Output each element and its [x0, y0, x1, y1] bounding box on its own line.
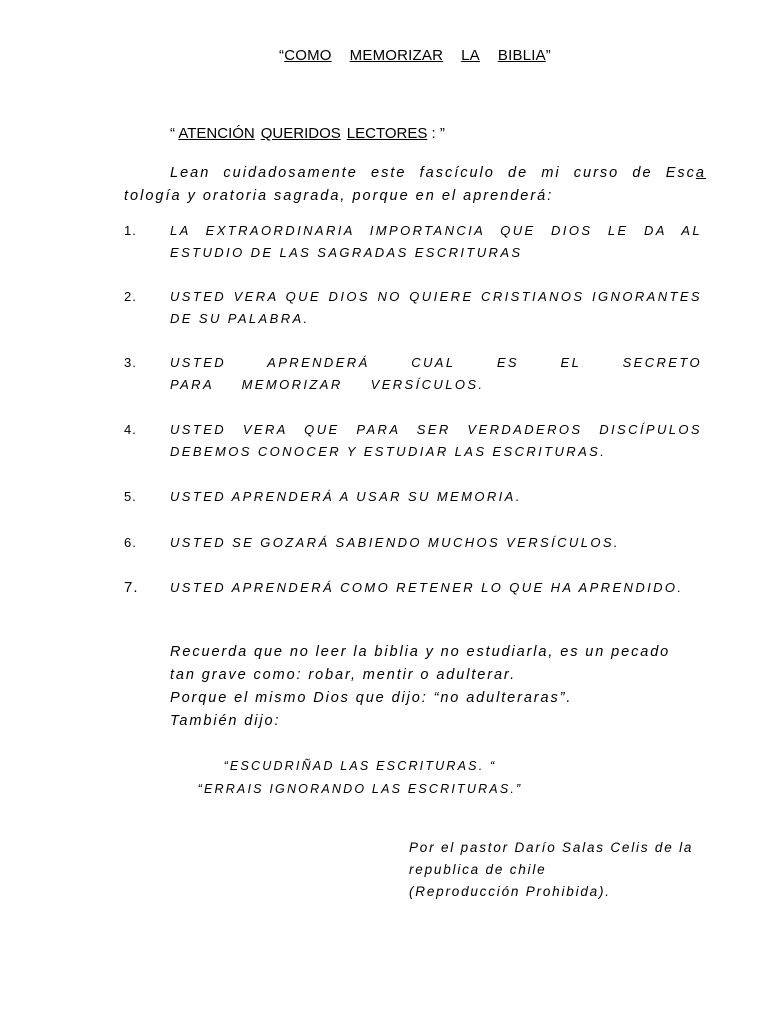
intro-line-1-text: Lean cuidadosamente este fascículo de mi curso de Esc [170, 165, 696, 181]
signature-line-2: republica de chile [409, 862, 547, 877]
title-word-memorizar: MEMORIZAR [349, 47, 444, 64]
list-item [124, 286, 704, 330]
attention-word-atencion: ATENCIÓN [178, 125, 255, 142]
quote-line-2: “ERRAIS IGNORANDO LAS ESCRITURAS.” [197, 782, 523, 796]
list-item-number: 3. [124, 355, 137, 370]
list-item [124, 220, 704, 264]
scripture-quotes [150, 755, 570, 801]
intro-line-2: tología y oratoria sagrada, porque en el aprenderá: [124, 188, 554, 204]
list-item-number: 5. [124, 489, 137, 504]
intro-paragraph [124, 162, 706, 208]
closing-line-4: También dijo: [170, 713, 281, 729]
list-item-text: USTED VERA QUE PARA SER VERDADEROS DISCÍPULOS DEBEMOS CONOCER Y ESTUDIAR LAS ESCRITURAS. [170, 422, 702, 459]
title-close-quote: ” [545, 47, 551, 64]
list-item-text: USTED APRENDERÁ A USAR SU MEMORIA. [170, 489, 522, 504]
attention-word-lectores: LECTORES [346, 125, 428, 142]
list-item [124, 352, 704, 396]
attention-prefix: “ [170, 125, 179, 142]
attention-heading [170, 125, 445, 142]
list-item-text: USTED SE GOZARÁ SABIENDO MUCHOS VERSÍCULOS. [170, 535, 620, 550]
intro-line-1-underlined: a [695, 165, 706, 181]
intro-line-1 [124, 162, 706, 185]
quote-line-1: “ESCUDRIÑAD LAS ESCRITURAS. “ [223, 759, 497, 773]
closing-line-1: Recuerda que no leer la biblia y no estudiarla, es un pecado [170, 644, 671, 660]
list-item-text: USTED VERA QUE DIOS NO QUIERE CRISTIANOS IGNORANTES DE SU PALABRA. [170, 289, 702, 326]
title-word-la: LA [461, 47, 480, 64]
list-item [124, 486, 704, 508]
list-item-number: 4. [124, 422, 137, 437]
attention-word-queridos: QUERIDOS [260, 125, 341, 142]
list-item-text: USTED APRENDERÁ CUAL ES EL SECRETO PARA MEMORIZAR VERSÍCULOS. [170, 355, 702, 392]
signature-line-1: Por el pastor Darío Salas Celis de la [409, 840, 694, 855]
list-item [124, 577, 704, 599]
list-item-number: 2. [124, 289, 137, 304]
title-word-como: COMO [284, 47, 332, 64]
list-item-number: 7. [124, 579, 139, 596]
list-item-number: 6. [124, 535, 137, 550]
closing-paragraph [170, 641, 710, 733]
list-item-text: LA EXTRAORDINARIA IMPORTANCIA QUE DIOS LE DA AL ESTUDIO DE LAS SAGRADAS ESCRITURAS [170, 223, 702, 260]
author-signature [409, 837, 709, 903]
closing-line-2: tan grave como: robar, mentir o adulterar. [170, 667, 517, 683]
title-word-biblia: BIBLIA [497, 47, 546, 64]
document-title [0, 47, 768, 64]
list-item [124, 419, 704, 463]
list-item-text: USTED APRENDERÁ COMO RETENER LO QUE HA APRENDIDO. [170, 580, 684, 595]
list-item-number: 1. [124, 223, 137, 238]
signature-line-3: (Reproducción Prohibida). [409, 884, 611, 899]
attention-suffix: : ” [427, 125, 445, 142]
title-open-quote: “ [279, 47, 285, 64]
closing-line-3: Porque el mismo Dios que dijo: “no adulteraras”. [170, 690, 573, 706]
list-item [124, 532, 704, 554]
